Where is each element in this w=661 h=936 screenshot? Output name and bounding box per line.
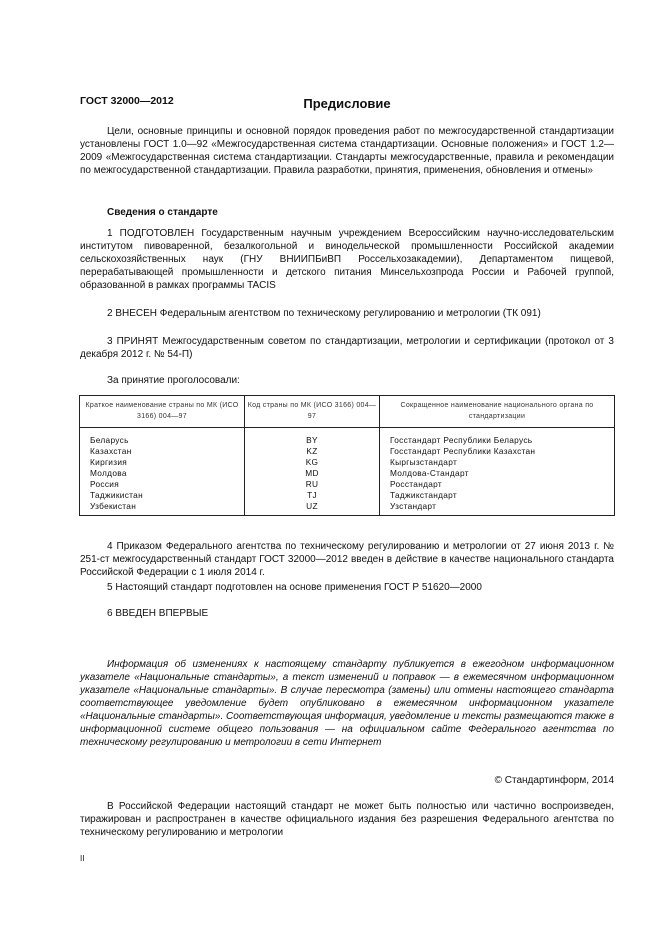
column-header: Краткое наименование страны по МК (ИСО 3166) 004—97 bbox=[80, 396, 245, 428]
table-row bbox=[80, 446, 615, 457]
copyright: © Стандартинформ, 2014 bbox=[494, 775, 614, 786]
column-header: Код страны по МК (ИСО 3166) 004—97 bbox=[245, 396, 380, 428]
table-row bbox=[80, 479, 615, 490]
standards-body: Госстандарт Республики Казахстан bbox=[380, 446, 615, 457]
table-row bbox=[80, 468, 615, 479]
country-name: Молдова bbox=[80, 468, 245, 479]
table-header-row bbox=[80, 396, 615, 428]
section-heading: Сведения о стандарте bbox=[107, 207, 218, 218]
item-4: 4 Приказом Федерального агентства по техническому регулированию и метрологии от 27 июня 2013 г. № 251-ст межгосударственный стандарт ГОСТ 32000—2012 введен в действие в качестве национального стандарта Российской Федерации с 1 июля 2014 г. bbox=[80, 541, 614, 578]
country-name: Россия bbox=[80, 479, 245, 490]
country-name: Таджикистан bbox=[80, 490, 245, 501]
country-name: Узбекистан bbox=[80, 501, 245, 516]
standards-body: Росстандарт bbox=[380, 479, 615, 490]
table-row bbox=[80, 501, 615, 516]
country-name: Киргизия bbox=[80, 457, 245, 468]
country-code: TJ bbox=[245, 490, 380, 501]
item-3: 3 ПРИНЯТ Межгосударственным советом по стандартизации, метрологии и сертификации (протокол от 3 декабря 2012 г. № 54-П) bbox=[80, 336, 614, 360]
item-2: 2 ВНЕСЕН Федеральным агентством по техническому регулированию и метрологии (ТК 091) bbox=[107, 308, 541, 319]
country-code: BY bbox=[245, 428, 380, 447]
standards-body: Кыргызстандарт bbox=[380, 457, 615, 468]
standards-body: Молдова-Стандарт bbox=[380, 468, 615, 479]
rights-paragraph: В Российской Федерации настоящий стандарт не может быть полностью или частично воспроизведен, тиражирован и распространен в качестве официального издания без разрешения Федерального агентства по техническому регулированию и метрологии bbox=[80, 801, 614, 838]
country-code: RU bbox=[245, 479, 380, 490]
country-name: Казахстан bbox=[80, 446, 245, 457]
page-number: II bbox=[80, 854, 85, 863]
item-6: 6 ВВЕДЕН ВПЕРВЫЕ bbox=[107, 608, 209, 619]
table-row bbox=[80, 457, 615, 468]
country-name: Беларусь bbox=[80, 428, 245, 447]
country-code: KG bbox=[245, 457, 380, 468]
table-row bbox=[80, 428, 615, 447]
country-code: MD bbox=[245, 468, 380, 479]
page-title: Предисловие bbox=[303, 96, 391, 111]
standards-body: Госстандарт Республики Беларусь bbox=[380, 428, 615, 447]
standards-body: Таджикстандарт bbox=[380, 490, 615, 501]
info-paragraph: Информация об изменениях к настоящему стандарту публикуется в ежегодном информационном указателе «Национальные стандарты», а текст изменений и поправок — в ежемесячном информационном указателе «Национальные стандарты». В случае пересмотра (замены) или отмены настоящего стандарта соответствующее уведомление будет опубликовано в ежемесячном информационном указателе «Национальные стандарты». Соответствующая информация, уведомление и тексты размещаются также в информационной системе общего пользования — на официальном сайте Федерального агентства по техническому регулированию и метрологии в сети Интернет bbox=[80, 659, 614, 748]
vote-label: За принятие проголосовали: bbox=[107, 375, 240, 386]
country-code: KZ bbox=[245, 446, 380, 457]
document-header: ГОСТ 32000—2012 bbox=[80, 95, 174, 107]
intro-paragraph: Цели, основные принципы и основной порядок проведения работ по межгосударственной стандартизации установлены ГОСТ 1.0—92 «Межгосударственная система стандартизации. Основные положения» и ГОСТ 1.2—2009 «Межгосударственная система стандартизации. Стандарты межгосударственные, правила и рекомендации по межгосударственной стандартизации. Правила разработки, принятия, применения, обновления и отмены» bbox=[80, 126, 614, 176]
table-row bbox=[80, 490, 615, 501]
item-5: 5 Настоящий стандарт подготовлен на основе применения ГОСТ Р 51620—2000 bbox=[107, 582, 482, 593]
standards-body: Узстандарт bbox=[380, 501, 615, 516]
country-code: UZ bbox=[245, 501, 380, 516]
column-header: Сокращенное наименование национального органа по стандартизации bbox=[380, 396, 615, 428]
voting-table bbox=[79, 395, 615, 516]
item-1: 1 ПОДГОТОВЛЕН Государственным научным учреждением Всероссийским научно-исследовательским институтом пивоваренной, безалкогольной и винодельческой промышленности Российской академии сельскохозяйственных наук (ГНУ ВНИИПБиВП Россельхозакадемии), Департаментом пищевой, перерабатывающей промышленности и детского питания Минсельхозпрода России и Рабочей группой, образованной в рамках программы TACIS bbox=[80, 228, 614, 291]
